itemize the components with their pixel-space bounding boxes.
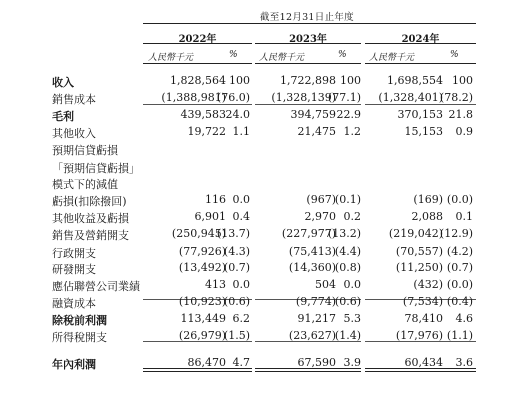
cell-amount-2022: 1,828,564 [170, 74, 226, 87]
row-label: 毛利 [52, 110, 74, 123]
cell-amount-2024: (7,534) [402, 295, 443, 308]
cell-pct-2023: 22.9 [336, 108, 361, 121]
cell-pct-2024: (4.2) [446, 245, 473, 258]
cell-pct-2023: 1.2 [343, 125, 361, 138]
cell-pct-2024: 0.9 [455, 125, 473, 138]
rule-above-gross-profit-2023 [255, 104, 361, 105]
year-rule-2023 [255, 43, 361, 44]
cell-pct-2024: 3.6 [455, 356, 473, 369]
row-label: 其他收入 [52, 127, 96, 140]
row-label: 「預期信貸虧損」 [52, 162, 140, 175]
cell-pct-2024: 100 [452, 74, 473, 87]
year-rule-2022 [143, 43, 252, 44]
cell-pct-2022: (0.7) [223, 261, 250, 274]
row-label: 收入 [52, 76, 74, 89]
cell-amount-2024: 15,153 [404, 125, 443, 138]
cell-amount-2022: (10,923) [178, 295, 226, 308]
cell-amount-2024: (11,250) [395, 261, 443, 274]
cell-pct-2024: (12.9) [439, 227, 473, 240]
cell-amount-2023: (1,328,139) [271, 91, 336, 104]
cell-amount-2023: 67,590 [297, 356, 336, 369]
cell-amount-2022: 86,470 [187, 356, 226, 369]
cell-amount-2023: 2,970 [304, 210, 336, 223]
cell-amount-2024: (169) [413, 193, 443, 206]
cell-amount-2022: 413 [205, 278, 226, 291]
year-header-2023: 2023年 [289, 34, 327, 45]
cell-pct-2023: 0.2 [343, 210, 361, 223]
cell-pct-2024: (78.2) [439, 91, 473, 104]
row-label: 融資成本 [52, 297, 96, 310]
row-label: 所得稅開支 [52, 331, 107, 344]
unit-rule-2023 [255, 63, 361, 64]
cell-pct-2023: (4.4) [334, 245, 361, 258]
cell-amount-2022: 116 [205, 193, 226, 206]
cell-amount-2023: 1,722,898 [280, 74, 336, 87]
year-header-2024: 2024年 [401, 34, 440, 45]
row-label: 虧損(扣除撥回) [52, 195, 127, 208]
cell-amount-2024: 78,410 [404, 312, 443, 325]
row-label: 模式下的減值 [52, 178, 118, 191]
cell-amount-2024: 2,088 [411, 210, 443, 223]
cell-pct-2023: 100 [340, 74, 361, 87]
cell-pct-2023: 0.0 [343, 278, 361, 291]
cell-pct-2024: 0.1 [455, 210, 473, 223]
cell-pct-2022: 24.0 [225, 108, 250, 121]
cell-pct-2024: 21.8 [448, 108, 473, 121]
cell-amount-2023: (9,774) [295, 295, 336, 308]
cell-amount-2024: 370,153 [397, 108, 443, 121]
cell-amount-2024: (70,557) [395, 245, 443, 258]
cell-amount-2024: (1,328,401) [378, 91, 443, 104]
cell-pct-2022: 0.0 [232, 278, 250, 291]
unit-pct-2023: % [338, 50, 347, 60]
unit-amount-2024: 人民幣千元 [369, 53, 415, 63]
cell-pct-2022: 0.0 [232, 193, 250, 206]
caption-rule [143, 23, 476, 24]
cell-pct-2022: (76.0) [216, 91, 250, 104]
cell-amount-2022: 113,449 [180, 312, 226, 325]
cell-amount-2024: 1,698,554 [387, 74, 443, 87]
cell-pct-2023: 3.9 [343, 356, 361, 369]
row-label: 銷售及營銷開支 [52, 229, 129, 242]
unit-pct-2022: % [229, 50, 238, 60]
row-label: 預期信貸虧損 [52, 144, 118, 157]
cell-pct-2022: 0.4 [232, 210, 250, 223]
cell-amount-2022: (13,492) [178, 261, 226, 274]
unit-rule-2024 [365, 63, 476, 64]
year-rule-2024 [365, 43, 476, 44]
cell-amount-2023: 91,217 [297, 312, 336, 325]
row-label: 除稅前利潤 [52, 314, 107, 327]
unit-rule-2022 [143, 63, 252, 64]
cell-pct-2022: 6.2 [232, 312, 250, 325]
cell-amount-2022: 439,583 [180, 108, 226, 121]
cell-amount-2022: (1,388,981) [161, 91, 226, 104]
cell-amount-2024: (432) [413, 278, 443, 291]
cell-amount-2023: (75,413) [288, 245, 336, 258]
cell-amount-2022: (250,945) [171, 227, 226, 240]
year-header-2022: 2022年 [178, 34, 217, 45]
cell-pct-2022: (13.7) [216, 227, 250, 240]
cell-pct-2023: (13.2) [327, 227, 361, 240]
row-label: 行政開支 [52, 247, 96, 260]
cell-pct-2024: (0.4) [446, 295, 473, 308]
cell-amount-2022: (26,979) [178, 329, 226, 342]
cell-pct-2024: (0.0) [446, 193, 473, 206]
cell-pct-2023: 5.3 [343, 312, 361, 325]
unit-amount-2022: 人民幣千元 [148, 53, 194, 63]
cell-amount-2023: (23,627) [288, 329, 336, 342]
row-label: 年內利潤 [52, 358, 96, 371]
cell-amount-2022: (77,926) [178, 245, 226, 258]
cell-pct-2023: (0.6) [334, 295, 361, 308]
unit-pct-2024: % [450, 50, 459, 60]
cell-pct-2024: (0.7) [446, 261, 473, 274]
cell-amount-2022: 6,901 [194, 210, 226, 223]
row-label: 銷售成本 [52, 93, 96, 106]
rule-above-gross-profit-2024 [365, 104, 476, 105]
rule-above-gross-profit-2022 [143, 104, 252, 105]
cell-amount-2023: (14,360) [288, 261, 336, 274]
cell-pct-2023: (77.1) [327, 91, 361, 104]
cell-pct-2022: 1.1 [232, 125, 250, 138]
cell-pct-2023: (1.4) [334, 329, 361, 342]
cell-amount-2022: 19,722 [187, 125, 226, 138]
period-caption: 截至12月31日止年度 [260, 12, 354, 23]
cell-pct-2022: (4.3) [223, 245, 250, 258]
cell-pct-2023: (0.8) [334, 261, 361, 274]
cell-pct-2024: 4.6 [455, 312, 473, 325]
cell-amount-2023: 394,759 [290, 108, 336, 121]
unit-amount-2023: 人民幣千元 [259, 53, 305, 63]
row-label: 應佔聯營公司業績 [52, 280, 140, 293]
cell-pct-2022: 4.7 [232, 356, 250, 369]
cell-amount-2023: 21,475 [297, 125, 336, 138]
cell-pct-2022: (0.6) [223, 295, 250, 308]
cell-pct-2022: 100 [229, 74, 250, 87]
row-label: 研發開支 [52, 263, 96, 276]
cell-amount-2023: (227,977) [281, 227, 336, 240]
cell-pct-2024: (0.0) [446, 278, 473, 291]
cell-pct-2023: (0.1) [334, 193, 361, 206]
cell-amount-2023: 504 [315, 278, 336, 291]
cell-pct-2024: (1.1) [446, 329, 473, 342]
row-label: 其他收益及虧損 [52, 212, 129, 225]
cell-pct-2022: (1.5) [223, 329, 250, 342]
cell-amount-2023: (967) [306, 193, 336, 206]
cell-amount-2024: (17,976) [395, 329, 443, 342]
cell-amount-2024: 60,434 [404, 356, 443, 369]
cell-amount-2024: (219,042) [388, 227, 443, 240]
